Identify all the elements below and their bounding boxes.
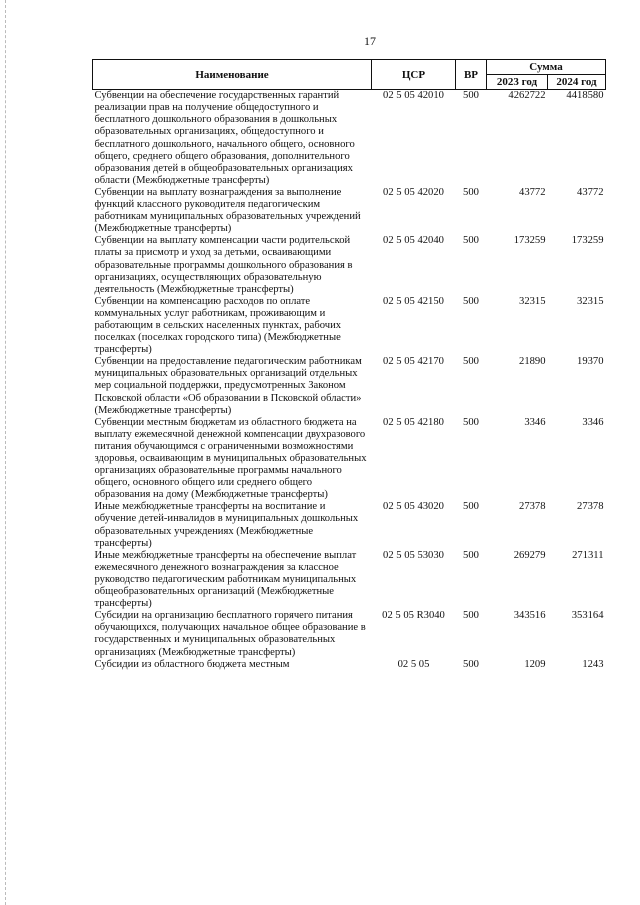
row-sum-2023: 43772 (519, 186, 546, 198)
header-vr: ВР (456, 60, 487, 90)
row-name: Субвенции на выплату компенсации части родительской платы за присмотр и уход за детьми, осваивающими образовательные программы дошкольного образования в организациях, осуществляющих образовательную деятельность (Межбюджетные трансферты) (94, 235, 353, 295)
row-sum-2023: 269279 (513, 549, 546, 561)
row-sum-2023: 21890 (519, 356, 546, 368)
row-sum-2023: 4262722 (508, 90, 546, 102)
row-name: Субсидии из областного бюджета местным (94, 658, 290, 670)
row-sum-2023: 343516 (513, 610, 546, 622)
table-row (93, 235, 606, 295)
row-name: Иные межбюджетные трансферты на обеспечение выплат ежемесячного денежного вознаграждения за классное руководство педагогическим работникам муниципальных общеобразовательных организаций (Межбюджетные трансферты) (94, 549, 357, 610)
table-row (93, 550, 606, 610)
row-vr: 500 (463, 610, 479, 622)
row-sum-2024: 27378 (577, 501, 604, 513)
row-sum-2024: 173259 (571, 235, 604, 247)
row-vr: 500 (463, 501, 479, 513)
header-sum: Сумма (487, 60, 606, 75)
row-csr: 02 5 05 43020 (383, 501, 444, 513)
page-number: 17 (364, 34, 376, 48)
row-vr: 500 (463, 549, 479, 561)
row-name: Субвенции местным бюджетам из областного бюджета на выплату ежемесячной денежной компенсации двухразового питания обучающимся с ограниченными возможностями здоровья, осваивающим в муниципальных образовательных организациях образовательные программы начального общего, основного общего или среднего общего образования на дому (Межбюджетные трансферты) (94, 416, 367, 501)
table-row (93, 417, 606, 502)
row-sum-2023: 3346 (524, 416, 546, 428)
row-name: Субвенции на обеспечение государственных гарантий реализации прав на получение общедоступного и бесплатного дошкольного образования в дошкольных образовательных организациях, общедоступного и бесплатного дошкольного, начального общего, основного общего, среднего общего образования, дополнительного образования детей в общеобразовательных организациях области (Межбюджетные трансферты) (94, 90, 355, 186)
table-row (93, 659, 606, 671)
row-sum-2024: 1243 (582, 658, 604, 670)
row-vr: 500 (463, 416, 479, 428)
row-name: Иные межбюджетные трансферты на воспитание и обучение детей-инвалидов в муниципальных дошкольных образовательных учреждениях (Межбюджетные трансферты) (94, 501, 359, 549)
table-row (93, 296, 606, 356)
row-vr: 500 (463, 235, 479, 247)
scan-margin-line (5, 0, 7, 905)
table-row (93, 356, 606, 416)
table-row (93, 610, 606, 658)
row-csr: 02 5 05 42020 (383, 186, 444, 198)
row-sum-2023: 27378 (519, 501, 546, 513)
row-sum-2024: 32315 (577, 295, 604, 307)
header-csr: ЦСР (372, 60, 456, 90)
row-sum-2024: 353164 (571, 610, 604, 622)
row-csr: 02 5 05 42170 (383, 356, 444, 368)
row-sum-2023: 32315 (519, 295, 546, 307)
budget-table (92, 59, 606, 671)
row-csr: 02 5 05 42180 (383, 416, 444, 428)
header-2023: 2023 год (487, 75, 548, 90)
row-sum-2024: 271311 (572, 549, 604, 561)
row-sum-2024: 3346 (582, 416, 604, 428)
row-sum-2024: 4418580 (566, 90, 604, 102)
row-vr: 500 (463, 658, 479, 670)
row-name: Субвенции на компенсацию расходов по оплате коммунальных услуг работникам, проживающим и работающим в сельских населенных пунктах, рабочих поселках (поселках городского типа) (Межбюджетные трансферты) (94, 295, 342, 356)
row-csr: 02 5 05 42040 (383, 235, 444, 247)
row-sum-2023: 1209 (524, 658, 546, 670)
table-row (93, 90, 606, 187)
row-csr: 02 5 05 R3040 (382, 610, 445, 622)
header-2024: 2024 год (548, 75, 606, 90)
row-name: Субвенции на предоставление педагогическим работникам муниципальных образовательных организаций отдельных мер социальной поддержки, предусмотренных Законом Псковской области «Об образовании в Псковской области» (Межбюджетные трансферты) (94, 356, 362, 416)
row-vr: 500 (463, 295, 479, 307)
row-name: Субвенции на выплату вознаграждения за выполнение функций классного руководителя педагогическим работникам муниципальных образовательных учреждений (Межбюджетные трансферты) (94, 186, 361, 235)
table-row (93, 187, 606, 235)
row-name: Субсидии на организацию бесплатного горячего питания обучающихся, получающих начальное общее образование в государственных и муниципальных образовательных организациях (Межбюджетные трансферты) (94, 610, 366, 658)
row-csr: 02 5 05 (397, 658, 430, 670)
row-sum-2024: 19370 (577, 356, 604, 368)
row-csr: 02 5 05 53030 (383, 549, 444, 561)
header-name: Наименование (93, 60, 372, 90)
row-sum-2023: 173259 (513, 235, 546, 247)
row-csr: 02 5 05 42150 (383, 295, 444, 307)
table-row (93, 501, 606, 549)
row-vr: 500 (463, 186, 479, 198)
row-sum-2024: 43772 (577, 186, 604, 198)
row-csr: 02 5 05 42010 (383, 90, 444, 102)
row-vr: 500 (463, 356, 479, 368)
row-vr: 500 (463, 90, 479, 102)
